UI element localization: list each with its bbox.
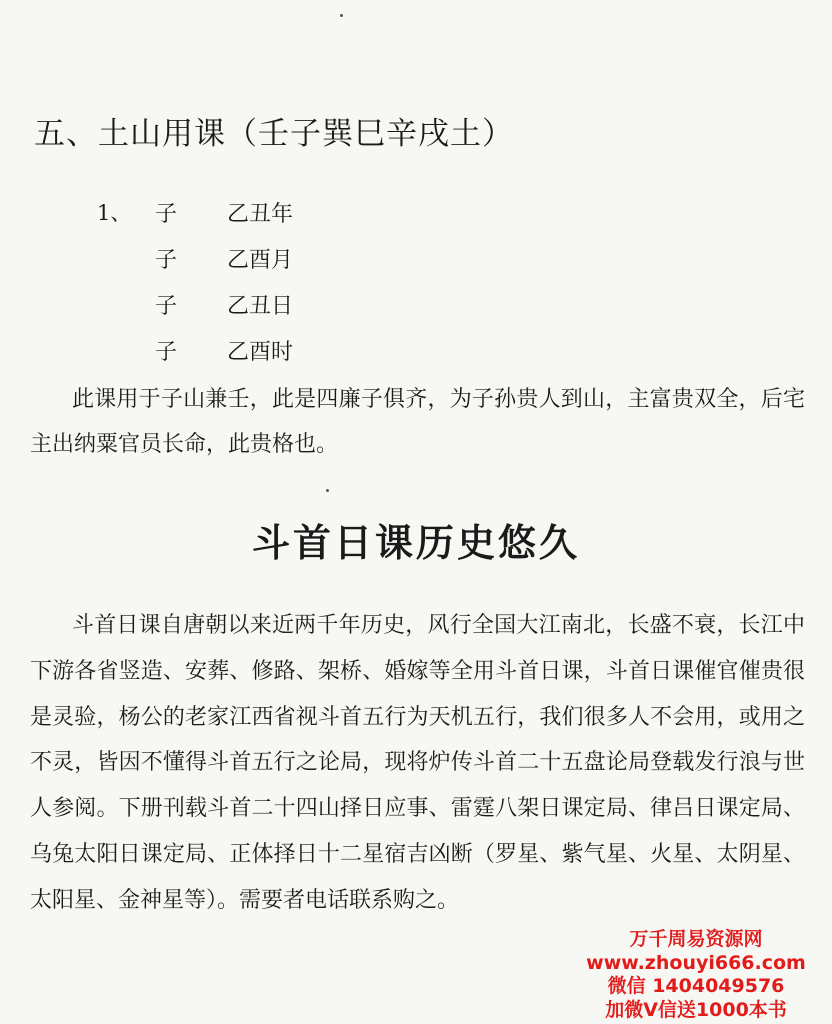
article-title: 斗首日课历史悠久 bbox=[251, 521, 580, 565]
section-paragraph: 此课用于子山兼壬，此是四廉子俱齐，为子孙贵人到山，主富贵双全，后宅主出纳粟官员长命，此贵格也。 bbox=[30, 387, 805, 457]
pillar-value: 乙丑年 bbox=[227, 202, 294, 227]
watermark-url: www.zhouyi666.com bbox=[586, 951, 806, 974]
earthly-branch: 子 bbox=[155, 202, 178, 227]
watermark-wechat: 微信 1404049576 bbox=[607, 975, 785, 997]
watermark bbox=[566, 928, 826, 1022]
section-heading: 五、土山用课（壬子巽巳辛戌土） bbox=[34, 116, 514, 152]
pillar-row-hour bbox=[155, 335, 293, 366]
watermark-site-name: 万千周易资源网 bbox=[629, 928, 763, 950]
article-paragraph: 斗首日课自唐朝以来近两千年历史，风行全国大江南北，长盛不衰，长江中下游各省竖造、安葬、修路、架桥、婚嫁等全用斗首日课，斗首日课催官催贵很是灵验，杨公的老家江西省视斗首五行为天机五行，我们很多人不会用，或用之不灵，皆因不懂得斗首五行之论局，现将炉传斗首二十五盘论局登载发行浪与世人参阅。下册刊载斗首二十四山择日应事、雷霆八架日课定局、律吕日课定局、乌兔太阳日课定局、正体择日十二星宿吉凶断（罗星、紫气星、火星、太阴星、太阳星、金神星等）。需要者电话联系购之。 bbox=[30, 613, 805, 913]
pillar-value: 乙丑日 bbox=[227, 294, 294, 319]
pillar-row-day bbox=[155, 289, 293, 320]
pillar-value: 乙酉时 bbox=[227, 340, 294, 365]
earthly-branch: 子 bbox=[155, 248, 178, 273]
watermark-promo: 加微V信送1000本书 bbox=[605, 998, 787, 1021]
pillar-row-month bbox=[155, 243, 293, 274]
scan-speck bbox=[340, 14, 343, 17]
earthly-branch: 子 bbox=[155, 294, 178, 319]
scan-speck bbox=[326, 489, 329, 492]
earthly-branch: 子 bbox=[155, 340, 178, 365]
pillar-value: 乙酉月 bbox=[227, 248, 294, 273]
item-number: 1、 bbox=[97, 201, 132, 225]
pillar-row-year bbox=[155, 197, 293, 228]
